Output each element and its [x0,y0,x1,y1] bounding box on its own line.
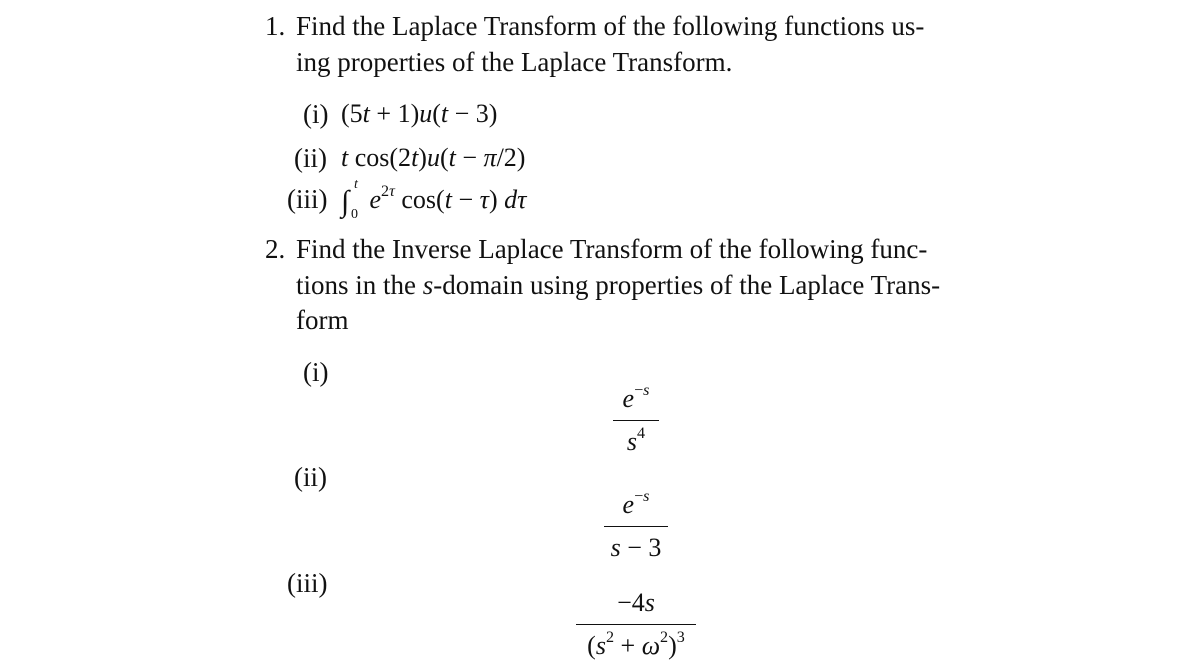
p1-item-i-label: (i) [303,99,329,129]
p2-item-ii-fraction [604,487,668,563]
p2-item-iii-fraction [576,588,696,661]
problem-1-text-line-1: Find the Laplace Transform of the following functions us- [296,11,925,41]
p1-item-iii-expression: ∫ t 0 $e^{2\tau}$ cos(t − τ) dτ [341,177,527,222]
problem-1-text-line-2: ing properties of the Laplace Transform. [296,47,733,77]
fraction-bar [576,624,696,625]
p2-item-i-label: (i) [303,357,329,387]
p1-item-i-expression: (5t + 1)u(t − 3) [341,99,498,128]
p2-item-iii-label: (iii) [287,568,328,598]
fraction-bar [604,526,668,527]
p1-item-ii-label: (ii) [294,143,327,173]
p2-item-i-denominator: $s^4$ [626,424,646,456]
p2-item-ii-denominator: s − 3 [610,533,662,562]
problem-2-text-line-2: tions in the s-domain using properties of the Laplace Trans- [296,270,941,300]
p2-item-ii-numerator: $e^{-s}$ [622,487,650,519]
p2-item-i-fraction [613,381,659,457]
p2-item-ii-label: (ii) [294,462,327,492]
p2-item-iii-numerator: −4s [617,588,655,617]
problem-1-number: 1. [265,11,286,41]
p2-item-iii-denominator: $(s^2 + \omega^2)^3$ [587,628,685,660]
problem-2-text-line-3: form [296,305,349,335]
fraction-bar [613,420,659,421]
p1-item-ii-expression: t cos(2t)u(t − π/2) [341,143,526,172]
problem-2-number: 2. [265,234,286,264]
problem-2-text-line-1: Find the Inverse Laplace Transform of the following func- [296,234,928,264]
p1-item-iii-label: (iii) [287,184,328,214]
p2-item-i-numerator: $e^{-s}$ [622,381,650,413]
